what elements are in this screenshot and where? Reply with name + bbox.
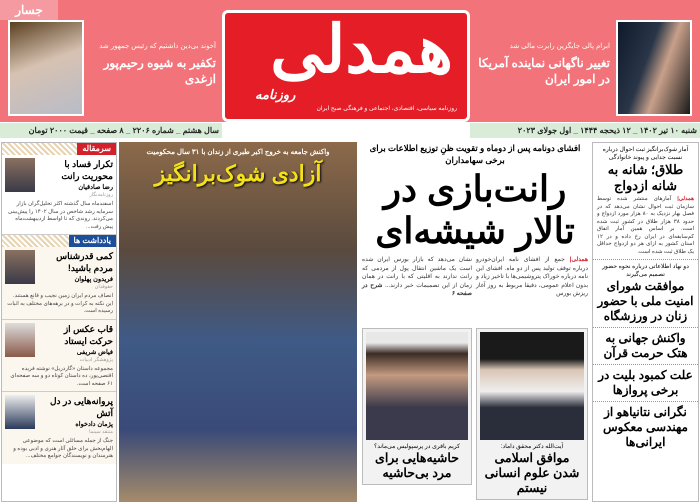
corner-tag: جسار xyxy=(0,0,58,20)
item-headline: موافقت شورای امنیت ملی با حضور زنان در ورزشگاه xyxy=(597,279,694,323)
note-item[interactable] xyxy=(2,320,116,393)
author-photo xyxy=(5,158,35,192)
notes-header xyxy=(2,235,116,247)
logo xyxy=(222,10,470,122)
card-headline: موافق اسلامی شدن علوم انسانی نیستم xyxy=(484,451,580,495)
photo-story[interactable] xyxy=(119,142,357,502)
card-photo xyxy=(366,332,468,440)
teaser-headline: تغییر ناگهانی نماینده آمریکا در امور ایران xyxy=(478,56,610,86)
editorial-role: روزنامه‌نگار xyxy=(89,192,113,198)
note-title: پروانه‌هایی در دل آتش xyxy=(49,396,113,418)
item-kicker: آمار شوک‌برانگیز ثبت احوال درباره نسبت جدایی و پیوند خانوادگی xyxy=(602,147,689,161)
note-excerpt: مجموعه داستان «گاردریل» نوشته فریده اقتصی‌پور، ده داستان کوتاه دو و سه صفحه‌ای ۶۱ صفحه است. xyxy=(10,365,113,387)
card-headline: حاشیه‌هایی برای مرد بی‌حاشیه xyxy=(375,451,459,480)
news-item[interactable] xyxy=(593,365,698,402)
logo-word: همدلی xyxy=(270,10,453,88)
lead-kicker: افشای دونامه پس از دوماه و تقویت ظنِ توزیع اطلاعات برای برخی سهامداران xyxy=(369,143,581,165)
note-item[interactable] xyxy=(2,392,116,464)
continued-link[interactable]: شرح در صفحه ۶ xyxy=(362,282,472,297)
item-headline: واکنش جهانی به هتک حرمت قرآن xyxy=(603,331,688,360)
item-tag: همدلی| xyxy=(677,196,694,202)
lead-headline: رانت‌بازی در تالار شیشه‌ای xyxy=(375,168,575,251)
news-item[interactable] xyxy=(593,328,698,365)
lead-tag: همدلی| xyxy=(569,257,588,263)
issue-info: سال هشتم _ شماره ۲۲۰۶ _ ۸ صفحه _ قیمت ۲۰۰۰ تومان xyxy=(0,123,222,138)
teaser-headline: تکفیر به شیوه رحیم‌پور ازغدی xyxy=(103,56,216,86)
note-title: قاب عکس از حرکت ایستاد xyxy=(63,323,113,346)
lead-text-right xyxy=(476,256,588,299)
editorial-author: رضا صادقیان xyxy=(78,184,113,191)
left-teaser-photo[interactable] xyxy=(8,20,84,116)
photo-story-headline: آزادی شوک‌برانگیز xyxy=(154,161,322,186)
editorial-header xyxy=(2,143,116,155)
author-photo xyxy=(5,250,35,284)
lead-story[interactable] xyxy=(360,142,590,252)
news-item[interactable] xyxy=(593,260,698,328)
lead-text: جمع از افشای نامه ایران‌خودرو درباره توقف تولید پس از دو ماه. افشای این نامه درباره خوراک پتروشیمی‌ها با تاخیر زیاد و بدون اعلام عمومی، دقیقا مربوط به روز آغاز ریزش بورس xyxy=(476,257,588,297)
logo-prefix: روزنامه xyxy=(255,87,296,102)
right-teaser-photo[interactable] xyxy=(616,20,692,116)
right-column xyxy=(592,142,699,502)
note-author: فیاض شریفی xyxy=(76,348,113,356)
item-text: آمارهای منتشر شده توسط سازمان ثبت احوال نشان می‌دهد که در فصل بهار نزدیک به ۸۰ هزار مورد ازدواج و حدود ۳۸ هزار طلاق در کشور ثبت شده است. بر اساس همین آمار اتفاق کم‌سابقه‌ای در ایران رخ داده و در ۱۲ استان کشور به ازای هر دو ازدواج حداقل یک طلاق ثبت شده است. xyxy=(597,196,694,255)
editorial-label: سرمقاله xyxy=(77,143,116,155)
author-photo xyxy=(5,323,35,357)
card-photo xyxy=(480,332,584,440)
notes-label: یادداشت ها xyxy=(69,235,116,247)
editorial-title: تکرار فساد با محوریت رانت xyxy=(61,159,113,181)
note-item[interactable] xyxy=(2,247,116,320)
item-headline: نگرانی نتانیاهو از مهندسی معکوس ایرانی‌ها xyxy=(603,405,688,449)
item-kicker: دو نهاد اطلاعاتی درباره نحوه حضور تصمیم می‌گیرند xyxy=(602,264,689,278)
author-photo xyxy=(5,395,35,429)
card-kicker: کریم باقری در پرسپولیس می‌ماند؟ xyxy=(374,444,460,450)
news-card[interactable] xyxy=(476,328,588,500)
date-bar: شنبه ۱۰ تیر ۱۴۰۲ _ ۱۲ ذیحجه ۱۴۴۴ _ اول جولای ۲۰۲۳ xyxy=(470,123,700,138)
note-role: منتقد سینما xyxy=(89,429,113,435)
card-kicker: آیت‌الله دکتر محقق داماد: xyxy=(500,444,564,450)
logo-tagline: روزنامه سیاسی، اقتصادی، اجتماعی و فرهنگی صبح ایران xyxy=(316,106,457,112)
note-title: کمی قدرشناس مردم باشید! xyxy=(56,251,113,273)
note-role: حقوقدان xyxy=(94,284,113,290)
item-headline: طلاق؛ شانه به شانه ازدواج xyxy=(607,162,684,193)
news-item[interactable] xyxy=(593,143,698,260)
lead-text: نشان می‌دهد که بازار بورس ایران شده است یک ماشین انتقال پول از مردمی که رانت ندارند به اقلیتی که با رانت در همان زمان از این تصمیمات خبر دارند... xyxy=(362,257,473,289)
editorial[interactable] xyxy=(2,155,116,235)
note-author: فریدون پهلوان xyxy=(74,276,113,283)
note-excerpt: جنگ از جمله مسائلی است که موضوعی الهام‌بخش برای خلق آثار هنری و ادبی بوده و هنرمندان و نویسندگان جوامع مختلف... xyxy=(13,438,113,459)
note-excerpt: انصاف مردم ایران زمین نجیب و قانع هستند. این نکته به کرات و در برهه‌های مختلف به اثبات رسیده است. xyxy=(7,293,113,314)
note-author: پژمان دادخواه xyxy=(75,421,113,428)
item-headline: علت کمبود بلیت در برخی پروازها xyxy=(598,368,693,397)
right-teaser[interactable] xyxy=(476,42,610,87)
teaser-kicker: آخوند بی‌دین داشتیم که رئیس جمهور شد xyxy=(99,43,216,50)
note-role: پژوهشگر ادبیات xyxy=(79,356,113,363)
photo-story-kicker: واکنش جامعه به خروج اکبر طبری از زندان با ۳۱ سال محکومیت xyxy=(146,149,330,156)
editorial-excerpt: اسفندماه سال گذشته اکثر تحلیل‌گران بازار سرمایه رشد شاخص در سال ۱۴۰۲ را پیش‌بینی می‌کردند. روندی که تا اواسط اردیبهشت‌ماه پیش رفت... xyxy=(7,201,113,230)
left-teaser[interactable] xyxy=(90,42,216,87)
left-column xyxy=(1,142,117,502)
news-card[interactable] xyxy=(362,328,472,485)
lead-text-left xyxy=(362,256,472,299)
news-item[interactable] xyxy=(593,402,698,453)
teaser-kicker: ابرام پالی جایگزین رابرت مالی شد xyxy=(509,43,610,50)
